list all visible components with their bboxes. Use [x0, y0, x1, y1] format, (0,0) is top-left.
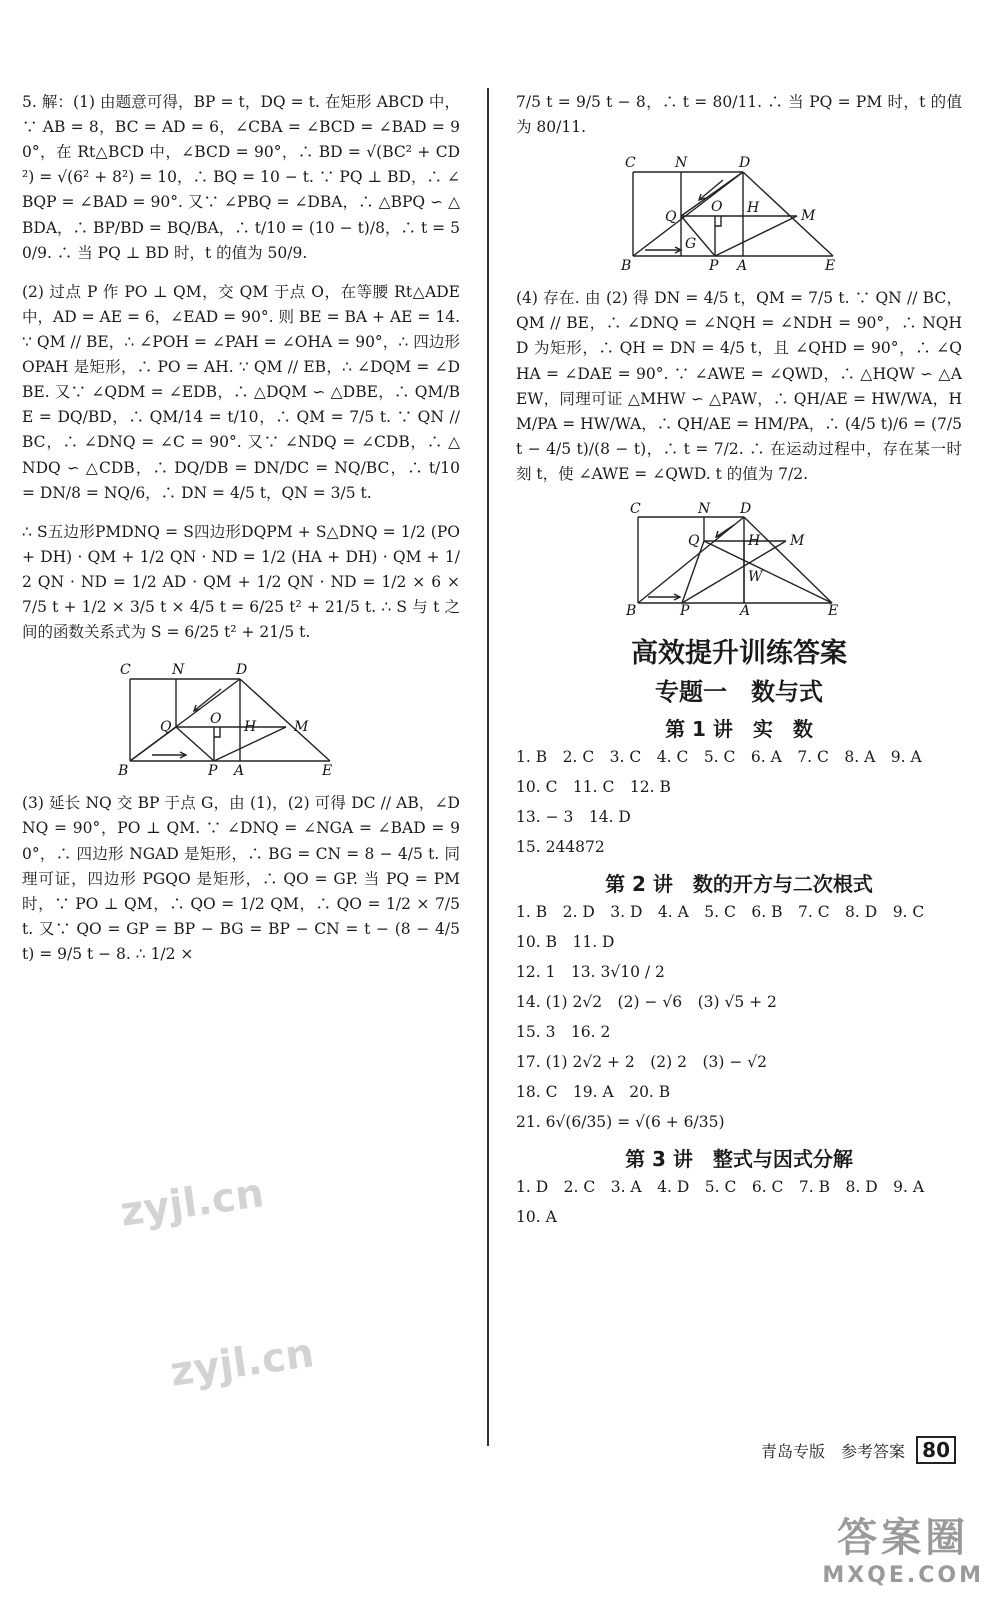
solution-part-1: 5. 解：(1) 由题意可得，BP = t，DQ = t. 在矩形 ABCD 中，∵ AB = 8，BC = AD = 6，∠CBA = ∠BCD = ∠BAD = 90°，在 Rt△BCD 中，∠BCD = 90°，∴ BD = √(BC² + CD²) = √(6² + 8²) = 10，∴ BQ = 10 − t. ∵ PQ ⊥ BD，∴ ∠BQP = ∠BAD = 90°. 又∵ ∠PBQ = ∠DBA，∴ △BPQ ∽ △BDA，∴ BP/BD = BQ/BA，∴ t/10 = (10 − t)/8，∴ t = 50/9. ∴ 当 PQ ⊥ BD 时，t 的值为 50/9. — [22, 93, 460, 262]
lecture-2-title: 第 2 讲 数的开方与二次根式 — [605, 872, 873, 897]
label-N: N — [172, 662, 185, 679]
page-number: 80 — [916, 1436, 956, 1464]
label-B: B — [626, 603, 637, 620]
label-C: C — [120, 662, 131, 679]
watermark-site: zyjl.cn — [167, 1330, 317, 1396]
label-C: C — [630, 501, 641, 518]
topic-title: 专题一 数与式 — [655, 678, 823, 707]
label-M: M — [801, 208, 816, 225]
label-N: N — [675, 155, 688, 172]
logo-text-bottom: MXQE.COM — [822, 1563, 984, 1588]
label-G: G — [685, 236, 697, 253]
label-Q: Q — [688, 533, 700, 550]
answer-line: 10. C 11. C 12. B — [516, 778, 671, 797]
label-A: A — [234, 763, 245, 780]
watermark-logo — [822, 1506, 984, 1588]
figure-trapezoid-2 — [116, 659, 366, 779]
edition-label: 青岛专版 参考答案 — [761, 1442, 906, 1461]
answer-line: 15. 244872 — [516, 838, 605, 857]
label-W: W — [748, 569, 763, 586]
answer-line: 12. 1 13. 3√10 / 2 — [516, 963, 665, 982]
right-column — [516, 90, 962, 1232]
page-footer — [761, 1438, 956, 1462]
figure-trapezoid-4 — [624, 501, 854, 619]
label-O: O — [711, 199, 723, 216]
label-B: B — [621, 258, 632, 275]
answer-line: 10. A — [516, 1208, 557, 1227]
label-A: A — [737, 258, 748, 275]
answer-line: 14. (1) 2√2 (2) − √6 (3) √5 + 2 — [516, 993, 777, 1012]
solution-part-3-cont: 7/5 t = 9/5 t − 8，∴ t = 80/11. ∴ 当 PQ = PM 时，t 的值为 80/11. — [516, 93, 962, 137]
lecture-1-title: 第 1 讲 实 数 — [665, 717, 813, 742]
left-column — [22, 90, 460, 981]
answer-line: 1. D 2. C 3. A 4. D 5. C 6. C 7. B 8. D 9. A — [516, 1178, 925, 1197]
label-E: E — [322, 763, 333, 780]
solution-part-2-area: ∴ S五边形PMDNQ = S四边形DQPM + S△DNQ = 1/2 (PO + DH) · QM + 1/2 QN · ND = 1/2 (HA + DH) · QM + 1/2 QN · ND = 1/2 AD · QM + 1/2 QN · ND = 1/2 × 6 × 7/5 t + 1/2 × 3/5 t × 4/5 t = 6/25 t² + 21/5 t. ∴ S 与 t 之间的函数关系式为 S = 6/25 t² + 21/5 t. — [22, 522, 460, 642]
section-title: 高效提升训练答案 — [631, 638, 847, 670]
solution-part-3: (3) 延长 NQ 交 BP 于点 G，由 (1)，(2) 可得 DC // AB，∠DNQ = 90°，PO ⊥ QM. ∵ ∠DNQ = ∠NGA = ∠BAD = 90°，∴ 四边形 NGAD 是矩形，∴ BG = CN = 8 − 4/5 t. 同理可证，四边形 PGQO 是矩形，∴ QO = GP. 当 PQ = PM 时，∵ PO ⊥ QM，∴ QO = 1/2 QM，∴ QO = 1/2 × 7/5 t. 又∵ QO = GP = BP − BG = BP − CN = t − (8 − 4/5 t) = 9/5 t − 8. ∴ 1/2 × — [22, 794, 460, 963]
label-H: H — [748, 533, 761, 550]
column-divider — [487, 88, 489, 1446]
label-M: M — [294, 719, 309, 736]
answer-line: 18. C 19. A 20. B — [516, 1083, 671, 1102]
label-E: E — [825, 258, 836, 275]
solution-part-2: (2) 过点 P 作 PO ⊥ QM，交 QM 于点 O，在等腰 Rt△ADE 中，AD = AE = 6，∠EAD = 90°. 则 BE = BA + AE = 14. ∵ QM // BE，∴ ∠POH = ∠PAH = ∠OHA = 90°，∴ 四边形 OPAH 是矩形，∴ PO = AH. ∵ QM // EB，∴ ∠DQM = ∠DBE. 又∵ ∠QDM = ∠EDB，∴ △DQM ∽ △DBE，∴ QM/BE = DQ/BD，∴ QM/14 = t/10，∴ QM = 7/5 t. ∵ QN // BC，∴ ∠DNQ = ∠C = 90°. 又∵ ∠NDQ = ∠CDB，∴ △NDQ ∽ △CDB，∴ DQ/DB = DN/DC = NQ/BC，∴ t/10 = DN/8 = NQ/6，∴ DN = 4/5 t，QN = 3/5 t. — [22, 282, 460, 502]
watermark-site: zyjl.cn — [117, 1170, 267, 1236]
answer-line: 21. 6√(6/35) = √(6 + 6/35) — [516, 1113, 725, 1132]
label-O: O — [210, 711, 222, 728]
label-P: P — [208, 763, 218, 780]
label-B: B — [118, 763, 129, 780]
label-H: H — [747, 200, 760, 217]
solution-part-4: (4) 存在. 由 (2) 得 DN = 4/5 t，QM = 7/5 t. ∵ QN // BC，QM // BE，∴ ∠DNQ = ∠NQH = ∠NDH = 90°，∴ NQHD 为矩形，∴ QH = DN = 4/5 t，且 ∠QHD = 90°，∴ ∠QHA = ∠DAE = 90°. ∵ ∠AWE = ∠QWD，∴ △HQW ∽ △AEW，同理可证 △MHW ∽ △PAW，∴ QH/AE = HW/WA，HM/PA = HW/WA，∴ QH/AE = HM/PA，∴ (4/5 t)/6 = (7/5 t − 4/5 t)/(8 − t)，∴ t = 7/2. ∴ 在运动过程中，存在某一时刻 t，使 ∠AWE = ∠QWD. t 的值为 7/2. — [516, 289, 962, 483]
label-Q: Q — [665, 209, 677, 226]
label-C: C — [625, 155, 636, 172]
label-M: M — [790, 533, 805, 550]
answer-line: 1. B 2. D 3. D 4. A 5. C 6. B 7. C 8. D 9. C — [516, 903, 925, 922]
label-D: D — [740, 501, 752, 518]
answer-line: 1. B 2. C 3. C 4. C 5. C 6. A 7. C 8. A 9. A — [516, 748, 922, 767]
label-P: P — [680, 603, 690, 620]
answer-line: 17. (1) 2√2 + 2 (2) 2 (3) − √2 — [516, 1053, 768, 1072]
figure-trapezoid-3 — [619, 154, 859, 274]
answer-line: 10. B 11. D — [516, 933, 615, 952]
logo-text-top: 答案圈 — [837, 1515, 970, 1561]
answer-line: 13. − 3 14. D — [516, 808, 631, 827]
label-Q: Q — [160, 719, 172, 736]
label-E: E — [828, 603, 839, 620]
label-D: D — [236, 662, 248, 679]
label-P: P — [709, 258, 719, 275]
lecture-3-title: 第 3 讲 整式与因式分解 — [625, 1147, 853, 1172]
label-N: N — [698, 501, 711, 518]
answer-line: 15. 3 16. 2 — [516, 1023, 611, 1042]
label-A: A — [740, 603, 751, 620]
label-D: D — [739, 155, 751, 172]
label-H: H — [244, 719, 257, 736]
